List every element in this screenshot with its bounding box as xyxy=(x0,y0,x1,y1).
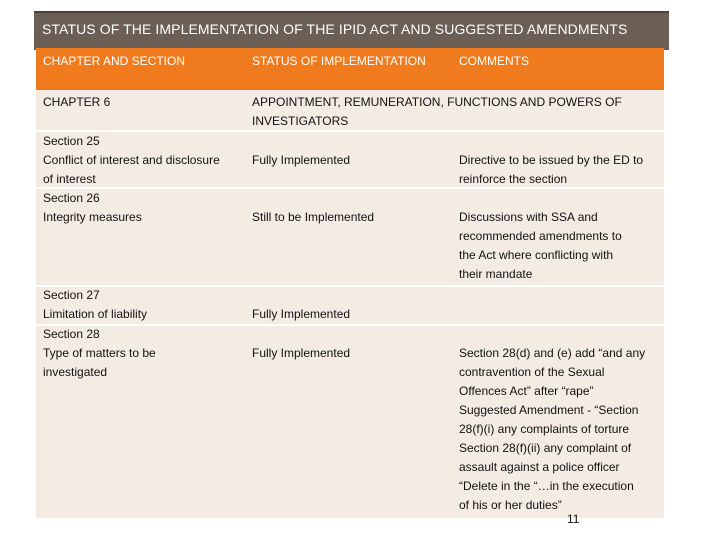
comment-line: Directive to be issued by the ED to xyxy=(459,153,644,167)
comment-line: “Delete in the “…in the execution xyxy=(459,479,634,493)
table-row xyxy=(36,325,664,515)
comment-line: of his or her duties” xyxy=(459,498,562,512)
section-line: investigated xyxy=(43,365,108,379)
page-title: STATUS OF THE IMPLEMENTATION OF THE IPID ACT AND SUGGESTED AMENDMENTS xyxy=(42,21,628,37)
section-line: Conflict of interest and disclosure xyxy=(43,153,220,167)
section-line: Limitation of liability xyxy=(43,307,148,321)
header-comments: COMMENTS xyxy=(459,54,529,68)
comment-line: Discussions with SSA and xyxy=(459,210,598,224)
section-line: of interest xyxy=(43,172,96,186)
section-line: Integrity measures xyxy=(43,210,142,224)
comment-line: assault against a police officer xyxy=(459,460,620,474)
comment-line: Section 28(d) and (e) add “and any xyxy=(459,346,646,360)
status-table xyxy=(36,48,664,518)
comment-line: their mandate xyxy=(459,267,533,281)
chapter-label: CHAPTER 6 xyxy=(43,95,111,109)
section-line: Section 28 xyxy=(43,327,100,341)
comment-line: reinforce the section xyxy=(459,172,568,186)
title-bar xyxy=(34,11,669,50)
section-line: Type of matters to be xyxy=(43,346,156,360)
section-line: Section 26 xyxy=(43,191,100,205)
comment-line: contravention of the Sexual xyxy=(459,365,605,379)
header-chapter-section: CHAPTER AND SECTION xyxy=(43,54,186,68)
table-row xyxy=(36,189,664,289)
comment-line: Offences Act” after “rape” xyxy=(459,384,594,398)
table-row-chapter xyxy=(36,92,664,132)
chapter-title-line: INVESTIGATORS xyxy=(252,114,349,128)
page-number: 11 xyxy=(567,512,580,526)
comment-line: 28(f)(i) any complaints of torture xyxy=(459,422,630,436)
section-line: Section 27 xyxy=(43,288,100,302)
status-cell: Fully Implemented xyxy=(252,307,351,321)
status-cell: Fully Implemented xyxy=(252,153,351,167)
comment-line: recommended amendments to xyxy=(459,229,622,243)
comment-line: the Act where conflicting with xyxy=(459,248,614,262)
status-cell: Still to be Implemented xyxy=(252,210,375,224)
table-header-row xyxy=(36,48,664,90)
table-row xyxy=(36,286,664,326)
section-line: Section 25 xyxy=(43,134,100,148)
comment-line: Section 28(f)(ii) any complaint of xyxy=(459,441,632,455)
comment-line: Suggested Amendment - “Section xyxy=(459,403,639,417)
header-status: STATUS OF IMPLEMENTATION xyxy=(252,54,426,68)
status-cell: Fully Implemented xyxy=(252,346,351,360)
chapter-title-line: APPOINTMENT, REMUNERATION, FUNCTIONS AND POWERS OF xyxy=(252,95,622,109)
